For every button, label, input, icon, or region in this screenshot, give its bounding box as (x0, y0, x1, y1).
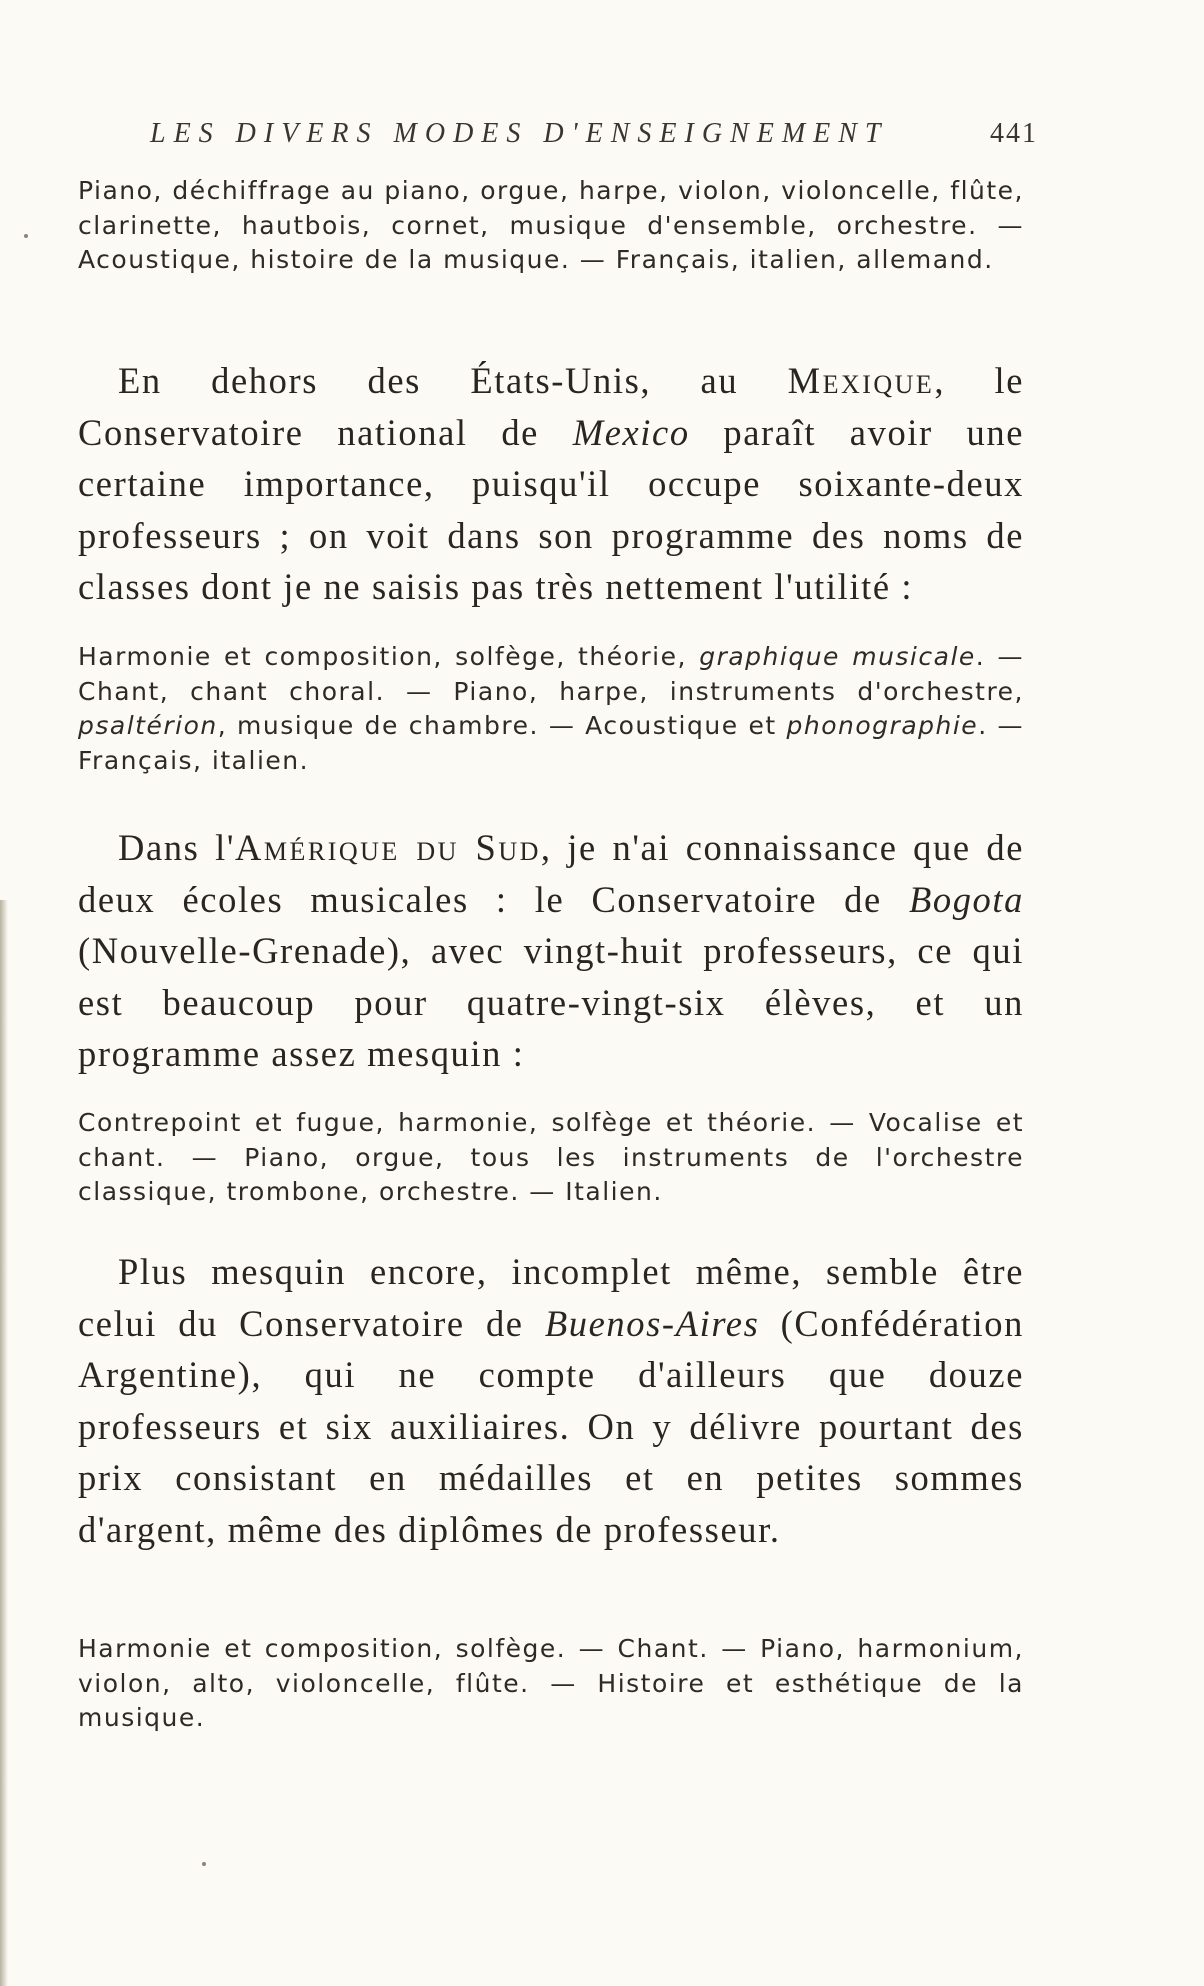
text-run: Plus mesquin encore, incomplet même, semble être celui du Conservatoire de (78, 1251, 1024, 1344)
body-paragraph-amerique-du-sud (78, 822, 1024, 1080)
text-run: paraît avoir une certaine importance, puisqu'il occupe soixante-deux professeurs ; on voit dans son programme des noms de classes dont je ne saisis pas très nettement l'utilité : (78, 411, 1024, 607)
paragraph-text (78, 822, 1024, 1080)
course-list-paragraph (78, 174, 1024, 278)
body-paragraph-mexique (78, 355, 1024, 613)
ink-speck (24, 234, 28, 238)
body-paragraph-buenos-aires (78, 1246, 1024, 1555)
city-name-italic: Buenos-Aires (544, 1302, 760, 1344)
course-list-paragraph-bogota (78, 1106, 1024, 1210)
text-run: En dehors des États-Unis, au (118, 360, 788, 401)
course-list-text (78, 640, 1024, 778)
text-run: . — Chant, chant choral. — Piano, harpe, instruments d'orchestre, (78, 642, 1025, 706)
paragraph-text (78, 355, 1024, 613)
city-name-italic: Mexico (572, 411, 690, 453)
place-name-small-caps: Mexique (787, 360, 935, 401)
italic-term: psaltérion (78, 711, 218, 740)
city-name-italic: Bogota (908, 878, 1024, 920)
course-list-text: Piano, déchiffrage au piano, orgue, harpe, violon, violoncelle, flûte, clarinette, hautbois, cornet, musique d'ensemble, orchestre. — Acoustique, histoire de la musique. — Français, italien, allemand. (78, 176, 1024, 274)
text-run: (Nouvelle-Grenade), avec vingt-huit professeurs, ce qui est beaucoup pour quatre-vingt-six élèves, et un programme assez mesquin : (78, 930, 1024, 1074)
place-name-small-caps: Amérique du Sud (235, 827, 541, 868)
text-run: . — Français, italien. (78, 711, 1024, 775)
text-run: (Confédération Argentine), qui ne compte d'ailleurs que douze professeurs et six auxiliaires. On y délivre pourtant des prix consistant en médailles et en petites sommes d'argent, même des diplômes de professeur. (78, 1302, 1024, 1550)
course-list-paragraph-buenos-aires (78, 1632, 1024, 1736)
course-list-text: Contrepoint et fugue, harmonie, solfège et théorie. — Vocalise et chant. — Piano, orgue, tous les instruments de l'orchestre classique, trombone, orchestre. — Italien. (78, 1108, 1024, 1206)
text-run: , je n'ai connaissance que de deux écoles musicales : le Conservatoire de (78, 827, 1024, 920)
page-number: 441 (990, 118, 1038, 149)
course-list-paragraph-mexico (78, 640, 1024, 778)
italic-term: graphique musicale (699, 642, 976, 671)
italic-term: phonographie (786, 711, 979, 740)
text-run: Harmonie et composition, solfège, théorie, (78, 642, 700, 671)
paragraph-text (78, 1246, 1024, 1555)
running-header (150, 118, 1050, 150)
text-run: , le Conservatoire national de (78, 360, 1024, 453)
text-run: , musique de chambre. — Acoustique et (217, 711, 787, 740)
running-title: LES DIVERS MODES D'ENSEIGNEMENT (150, 118, 889, 149)
page-binding-shadow (0, 900, 8, 1986)
text-run: Dans l' (118, 827, 236, 868)
ink-speck (202, 1862, 206, 1866)
course-list-text: Harmonie et composition, solfège. — Chant. — Piano, harmonium, violon, alto, violoncelle, flûte. — Histoire et esthétique de la musique. (78, 1634, 1024, 1732)
